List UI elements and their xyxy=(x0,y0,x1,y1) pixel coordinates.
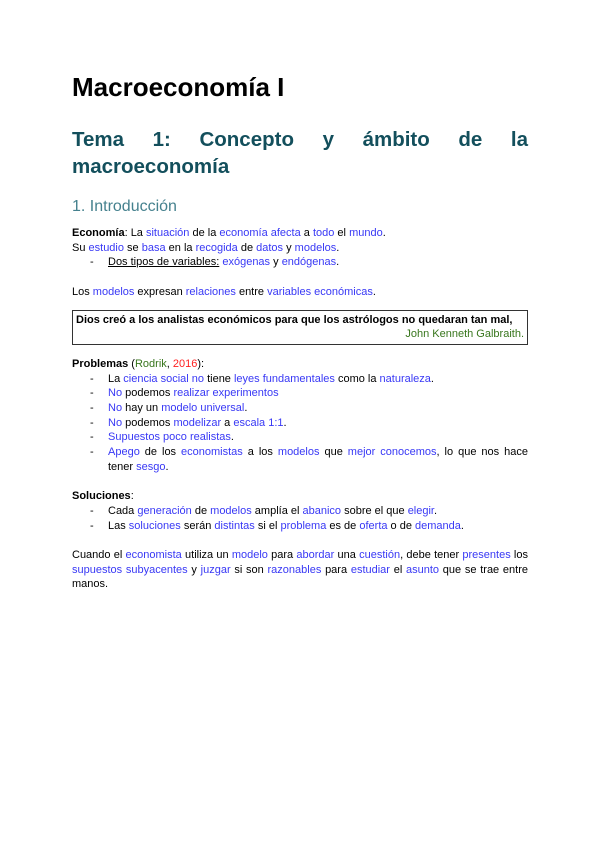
highlighted-term: No xyxy=(108,402,123,415)
text-run: Su xyxy=(72,241,89,254)
highlighted-term: naturaleza xyxy=(379,372,431,385)
text-run: o de xyxy=(387,519,416,532)
text-run: Soluciones xyxy=(72,490,131,503)
text-run: Los xyxy=(72,285,93,298)
highlighted-term: exógenas xyxy=(222,256,271,269)
soluciones-list xyxy=(72,504,528,533)
text-run: : xyxy=(130,490,134,503)
text-run: . xyxy=(165,460,169,473)
text-run: se xyxy=(124,241,142,254)
highlighted-term: estudiar xyxy=(350,563,390,576)
highlighted-term: generación xyxy=(137,504,192,517)
text-run: , xyxy=(166,357,173,370)
text-run: . xyxy=(430,372,434,385)
text-run: . xyxy=(372,285,376,298)
highlighted-term: modelos xyxy=(92,285,135,298)
highlighted-term: demanda xyxy=(415,519,461,532)
text-run: ( xyxy=(128,357,135,370)
text-run: . xyxy=(336,256,340,269)
text-run: 2016 xyxy=(172,357,198,370)
text-run: de xyxy=(237,241,257,254)
highlighted-term: Supuestos poco realistas xyxy=(108,431,231,444)
list-item xyxy=(72,504,528,519)
text-run: podemos xyxy=(122,416,174,429)
problemas-heading xyxy=(72,357,528,372)
text-run: que xyxy=(319,446,348,459)
text-run: si el xyxy=(254,519,281,532)
text-run: a xyxy=(221,416,234,429)
quote-text: Dios creó a los analistas económicos para que los astrólogos no quedaran tan mal, xyxy=(76,313,513,326)
highlighted-term: endógenas xyxy=(281,256,337,269)
text-run: Cuando el xyxy=(72,549,126,562)
text-run: para xyxy=(267,549,297,562)
text-run: ): xyxy=(197,357,205,370)
text-run: : La xyxy=(124,227,146,239)
text-run: el xyxy=(389,563,407,576)
blank-line xyxy=(72,475,528,490)
highlighted-term: Apego xyxy=(108,446,140,459)
list-item xyxy=(72,430,528,445)
quote-box xyxy=(72,310,528,345)
highlighted-term: modelo xyxy=(231,549,268,562)
highlighted-term: basa xyxy=(141,241,166,254)
text-run: a xyxy=(300,227,313,239)
highlighted-term: razonables xyxy=(267,563,322,576)
text-run: los xyxy=(510,549,528,562)
text-run: como la xyxy=(334,372,380,385)
text-run: . xyxy=(230,431,234,444)
topic-heading: Tema 1: Concepto y ámbito de la macroeconomía xyxy=(72,128,528,178)
text-run: Las xyxy=(108,519,129,532)
highlighted-term: relaciones xyxy=(185,285,236,298)
text-run: utiliza un xyxy=(181,549,232,562)
text-run: de los xyxy=(139,446,182,459)
text-run: Rodrik xyxy=(134,357,167,370)
highlighted-term: modelos xyxy=(294,241,337,254)
highlighted-term: distintas xyxy=(214,519,255,532)
text-run: si son xyxy=(230,563,268,576)
text-run: en la xyxy=(165,241,196,254)
text-run: el xyxy=(334,227,350,239)
highlighted-term: economistas xyxy=(181,446,243,459)
list-item xyxy=(72,519,528,534)
highlighted-term: soluciones xyxy=(128,519,181,532)
highlighted-term: No xyxy=(108,416,123,429)
text-run: Cada xyxy=(108,504,138,517)
text-run: que se trae entre manos. xyxy=(72,563,528,591)
highlighted-term: supuestos subyacentes xyxy=(72,563,188,576)
quote-author: John Kenneth Galbraith. xyxy=(405,328,524,341)
highlighted-term: modelizar xyxy=(173,416,222,429)
highlighted-term: datos xyxy=(256,241,284,254)
blank-line xyxy=(72,270,528,285)
modelos-paragraph xyxy=(72,285,528,300)
text-run: hay un xyxy=(122,402,162,415)
list-item xyxy=(72,255,528,270)
highlighted-term: juzgar xyxy=(200,563,231,576)
highlighted-term: elegir xyxy=(407,504,434,517)
list-item xyxy=(72,401,528,416)
list-item xyxy=(72,445,528,474)
highlighted-term: economista xyxy=(125,549,182,562)
highlighted-term: presentes xyxy=(462,549,511,562)
highlighted-term: cuestión xyxy=(359,549,401,562)
highlighted-term: asunto xyxy=(406,563,440,576)
highlighted-term: situación xyxy=(145,227,190,239)
list-item xyxy=(72,372,528,387)
highlighted-term: problema xyxy=(280,519,327,532)
text-run: podemos xyxy=(122,387,174,400)
highlighted-term: modelos xyxy=(277,446,320,459)
highlighted-term: sesgo xyxy=(136,460,166,473)
highlighted-term: leyes fundamentales xyxy=(233,372,335,385)
highlighted-term: abanico xyxy=(302,504,342,517)
highlighted-term: modelos xyxy=(210,504,252,517)
highlighted-term: abordar xyxy=(296,549,335,562)
highlighted-term: mundo xyxy=(349,227,383,239)
highlighted-term: modelo universal xyxy=(161,402,245,415)
text-run: para xyxy=(321,563,351,576)
text-run: amplía el xyxy=(251,504,303,517)
text-run: una xyxy=(334,549,360,562)
text-run: Problemas xyxy=(72,357,129,370)
highlighted-term: recogida xyxy=(195,241,238,254)
conclusion-paragraph xyxy=(72,548,528,592)
text-run: . xyxy=(283,416,287,429)
highlighted-term: economía afecta xyxy=(219,227,301,239)
highlighted-term: todo xyxy=(312,227,335,239)
list-item xyxy=(72,386,528,401)
text-run: Economía xyxy=(72,227,125,239)
text-run: serán xyxy=(180,519,215,532)
text-run: La xyxy=(108,372,124,385)
section-heading: 1. Introducción xyxy=(72,198,177,215)
text-run: . xyxy=(382,227,386,239)
document-body xyxy=(72,226,528,592)
text-run: tiene xyxy=(204,372,234,385)
text-run: . xyxy=(460,519,464,532)
highlighted-term: No xyxy=(108,387,123,400)
highlighted-term: ciencia social no xyxy=(123,372,205,385)
text-run: , debe tener xyxy=(400,549,463,562)
text-run: y xyxy=(283,241,295,254)
text-run: y xyxy=(270,256,282,269)
text-run: . xyxy=(433,504,438,517)
estudio-paragraph xyxy=(72,241,528,256)
soluciones-heading xyxy=(72,489,528,504)
highlighted-term: oferta xyxy=(359,519,388,532)
economia-paragraph xyxy=(72,226,528,241)
document-title: Macroeconomía I xyxy=(72,72,285,102)
highlighted-term: estudio xyxy=(88,241,124,254)
highlighted-term: variables económicas xyxy=(267,285,373,298)
text-run: de xyxy=(191,504,211,517)
text-run: , lo que nos hace tener xyxy=(108,446,528,473)
blank-line xyxy=(72,533,528,548)
highlighted-term: mejor conocemos xyxy=(347,446,437,459)
highlighted-term: escala 1:1 xyxy=(233,416,284,429)
text-run: sobre el que xyxy=(341,504,408,517)
text-run: y xyxy=(187,563,201,576)
text-run: Dos tipos de variables: xyxy=(108,256,220,269)
text-run: es de xyxy=(326,519,360,532)
text-run: . xyxy=(244,402,248,415)
text-run: expresan xyxy=(134,285,186,298)
text-run: de la xyxy=(189,227,220,239)
text-run: . xyxy=(336,241,340,254)
highlighted-term: realizar experimentos xyxy=(173,387,279,400)
problemas-list xyxy=(72,372,528,475)
text-run: entre xyxy=(235,285,268,298)
list-item xyxy=(72,416,528,431)
text-run: a los xyxy=(242,446,278,459)
